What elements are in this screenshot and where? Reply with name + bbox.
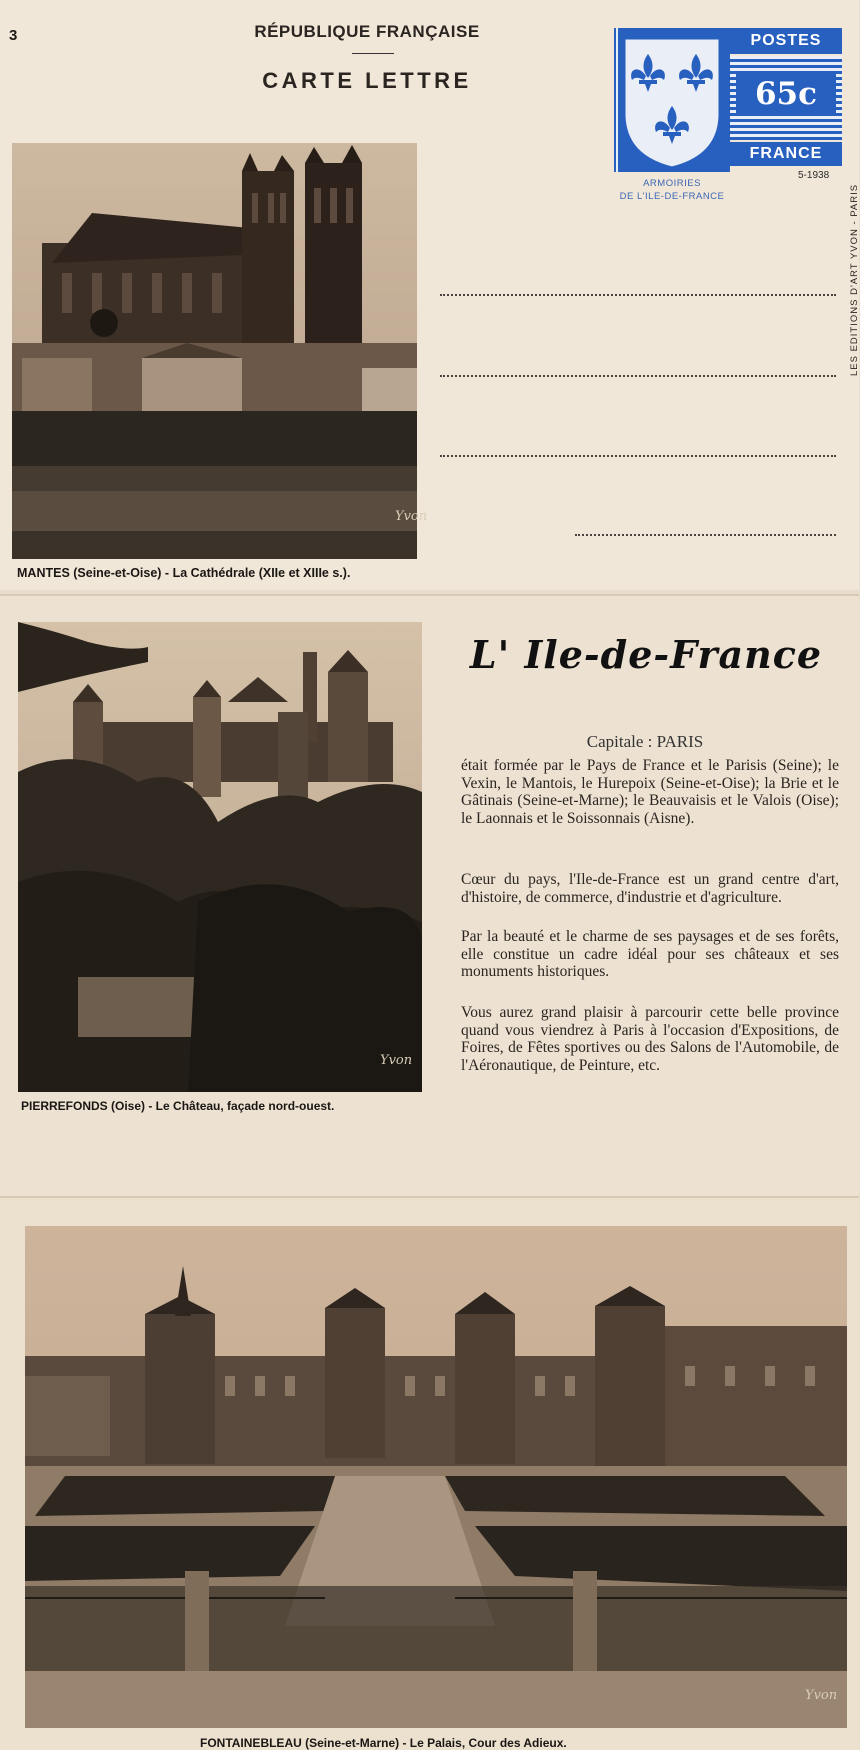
- info-paragraph-1: était formée par le Pays de France et le Parisis (Seine); le Vexin, le Mantois, le Hurepoix (Seine-et-Oise); la Brie et le Gâtinais (Seine-et-Marne); le Beauvaisis et le Valois (Oise); le Laonnais et le Soissonnais (Aisne).: [461, 757, 839, 827]
- address-line: [440, 375, 836, 377]
- photo-watermark: Yvon: [395, 509, 428, 524]
- mantes-cathedral-photo: [12, 143, 428, 559]
- stamp-arms-line1: ARMOIRIES: [643, 178, 701, 189]
- stamp-value: 65c: [736, 74, 836, 114]
- address-line: [575, 534, 836, 536]
- stamp-country-label: FRANCE: [730, 142, 842, 166]
- info-paragraph-4: Vous aurez grand plaisir à parcourir cette belle province quand vous viendrez à Paris à l'occasion d'Expositions, de Foires, de Fêtes sportives ou des Salons de l'Automobile, de l'Aéronautique, de Peinture, etc.: [461, 1004, 839, 1074]
- address-line: [440, 294, 836, 296]
- card-type-heading: CARTE LETTRE: [262, 68, 472, 93]
- info-paragraph-2: Cœur du pays, l'Ile-de-France est un grand centre d'art, d'histoire, de commerce, d'industrie et d'agriculture.: [461, 871, 839, 906]
- publisher-vertical-text: LES EDITIONS D'ART YVON - PARIS: [849, 183, 860, 376]
- fontainebleau-palace-photo: [25, 1226, 847, 1728]
- photo-watermark: Yvon: [380, 1053, 413, 1068]
- fleur-de-lis-shield-icon: [614, 28, 730, 172]
- stamp-postes-label: POSTES: [730, 28, 842, 54]
- card-panel-top: [0, 0, 859, 590]
- header-divider: [352, 53, 394, 54]
- stamp-arms-line2: DE L'ILE-DE-FRANCE: [619, 191, 725, 202]
- region-title: L' Ile-de-France: [469, 632, 823, 677]
- address-line: [440, 455, 836, 457]
- page-number: 3: [9, 27, 18, 44]
- pierrefonds-castle-photo: [18, 622, 422, 1092]
- capital-line: Capitale : PARIS: [586, 732, 704, 751]
- pierrefonds-caption: PIERREFONDS (Oise) - Le Château, façade nord-ouest.: [21, 1099, 335, 1113]
- stamp-date-code: 5-1938: [798, 170, 830, 181]
- mantes-caption: MANTES (Seine-et-Oise) - La Cathédrale (XIIe et XIIIe s.).: [17, 566, 351, 580]
- info-paragraph-3: Par la beauté et le charme de ses paysages et de ses forêts, elle constitue un cadre idéal pour ses châteaux et ses monuments historiques.: [461, 928, 839, 980]
- fontainebleau-caption: FONTAINEBLEAU (Seine-et-Marne) - Le Palais, Cour des Adieux.: [200, 1736, 567, 1750]
- photo-watermark: Yvon: [805, 1688, 838, 1703]
- republic-heading: RÉPUBLIQUE FRANÇAISE: [254, 22, 480, 41]
- postage-stamp: [614, 28, 842, 172]
